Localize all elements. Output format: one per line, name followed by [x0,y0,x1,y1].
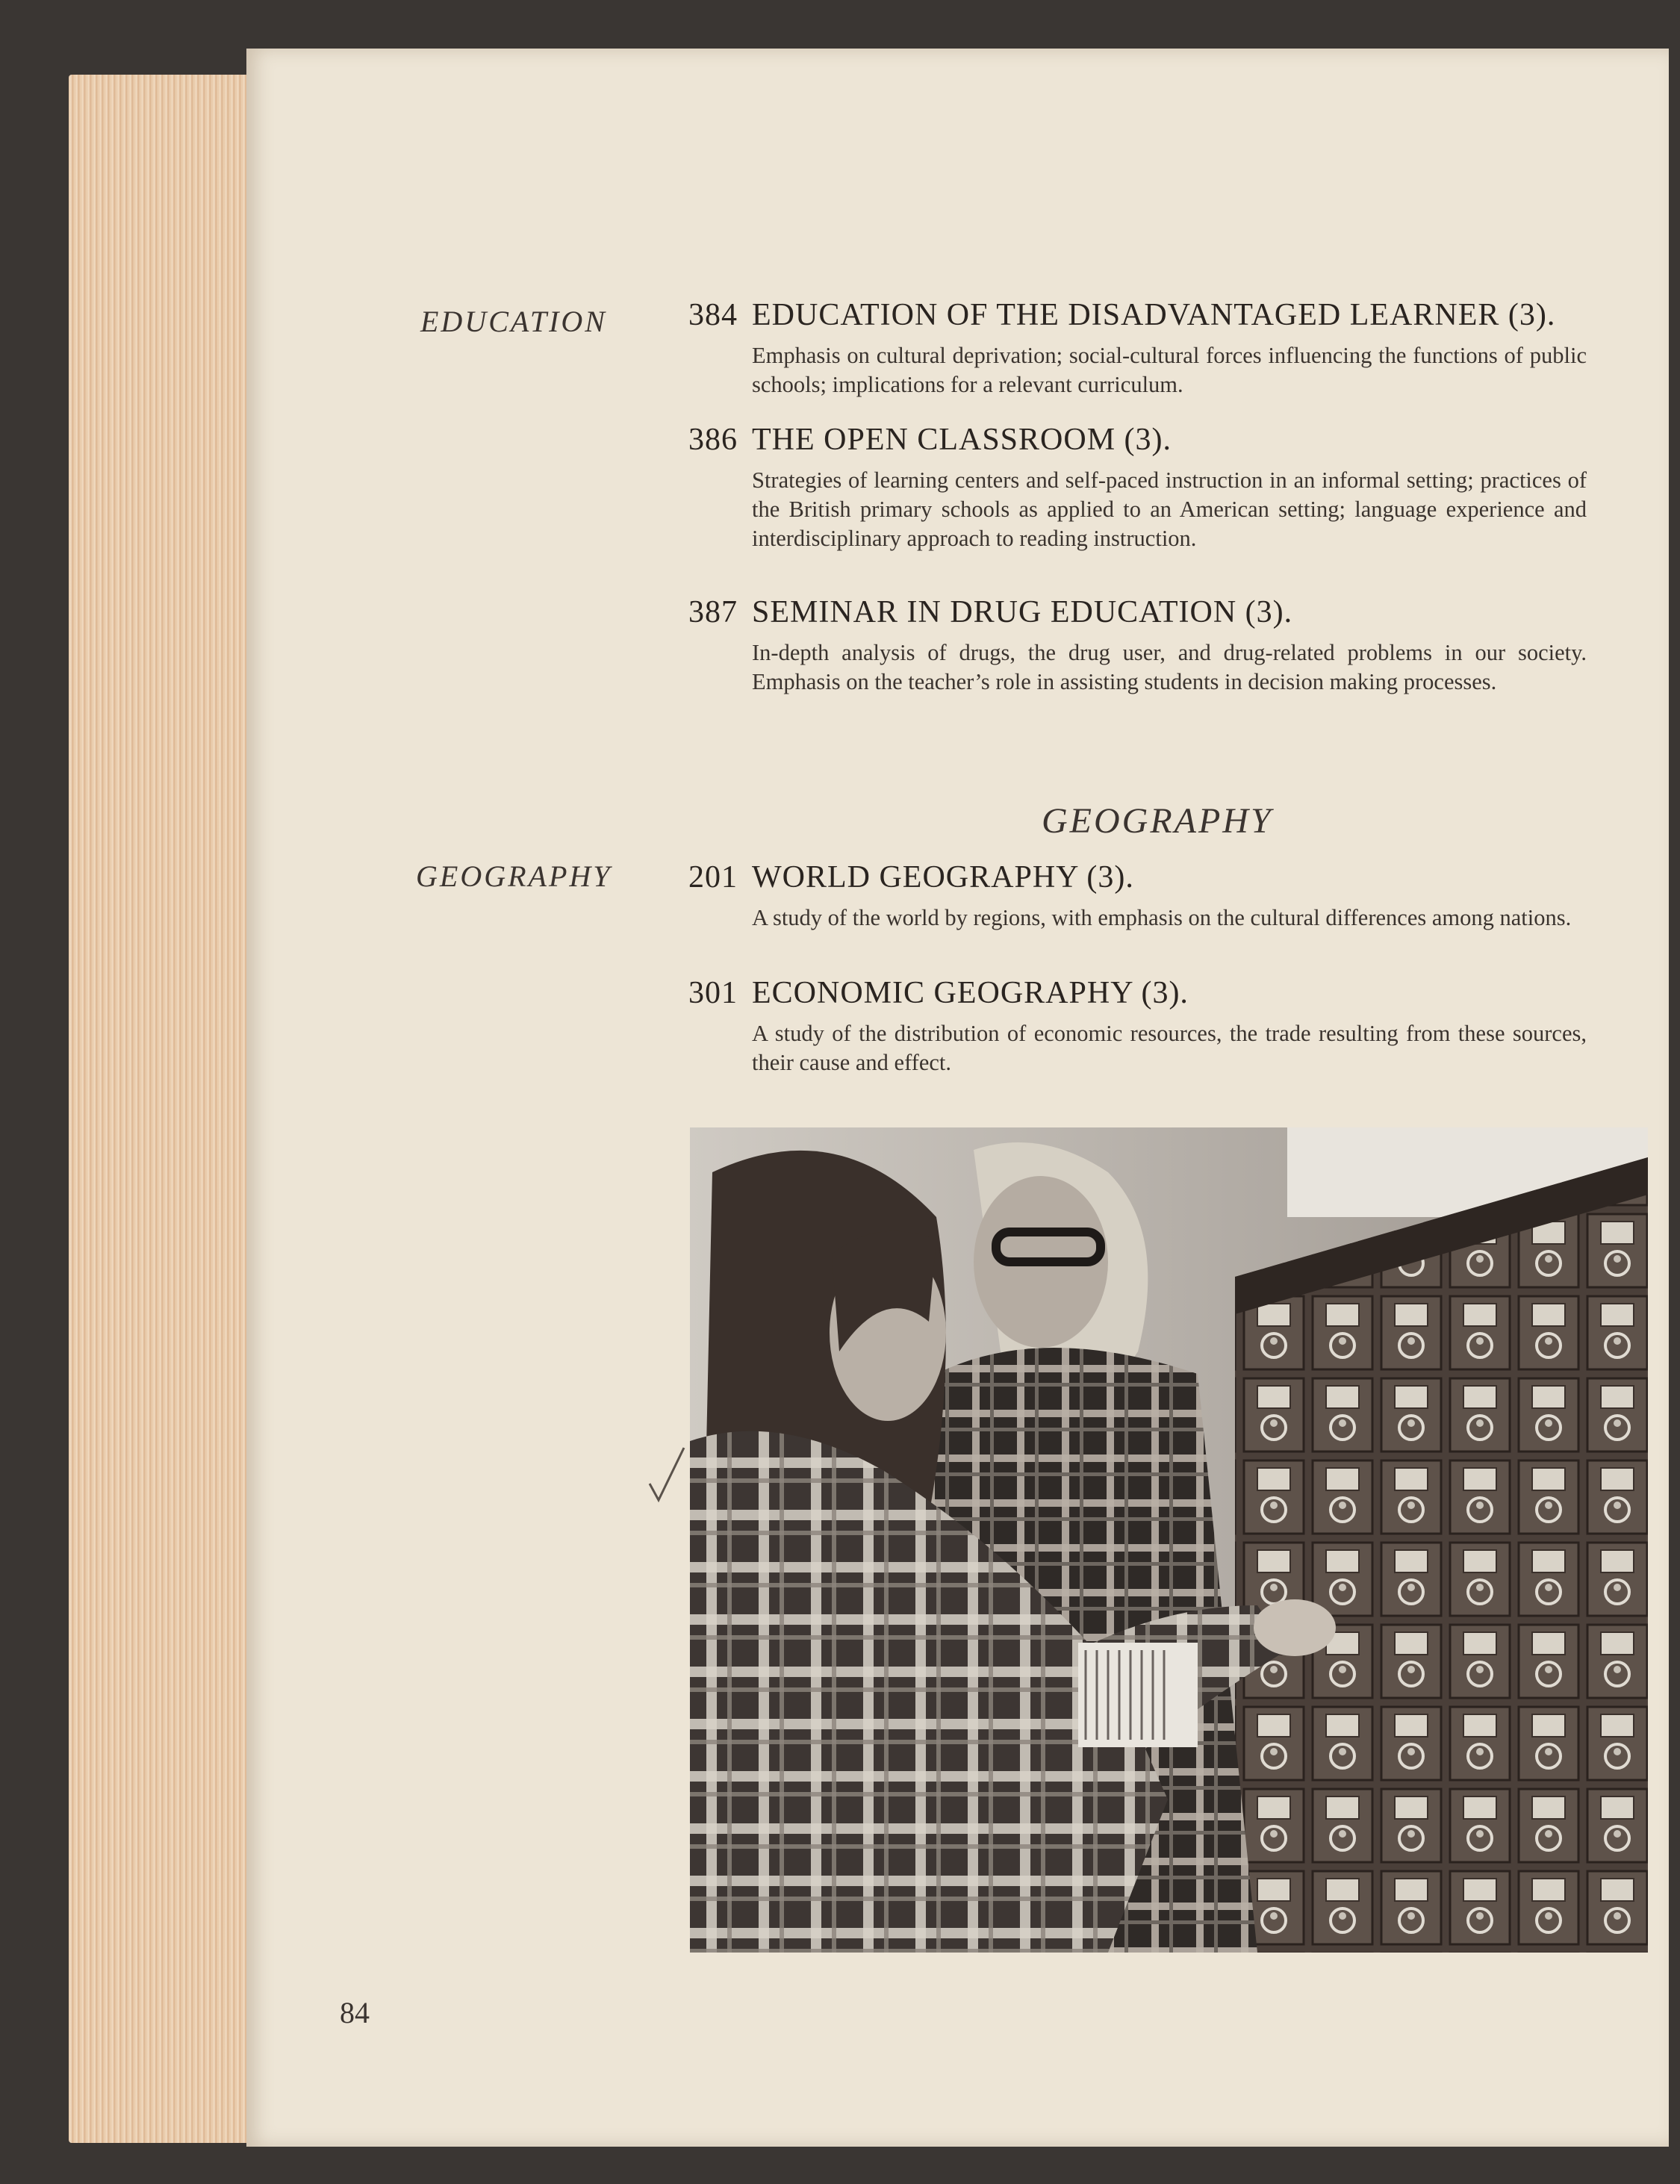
course-386 [688,421,1644,553]
course-201 [688,859,1644,933]
course-301 [688,974,1644,1077]
course-heading [688,296,1644,334]
photo-illustration [690,1127,1648,1953]
course-description: Emphasis on cultural deprivation; social-cultural forces influencing the functions of public schools; implications for a relevant curriculum. [752,343,1587,397]
course-387 [688,594,1644,697]
course-heading [688,594,1644,631]
course-number: 386 [688,423,738,457]
photo-students-card-catalog [690,1127,1648,1953]
course-description: In-depth analysis of drugs, the drug user, and drug-related problems in our society. Emphasis on the teacher’s role in assisting students in decision making processes. [752,640,1587,694]
course-number: 301 [688,976,738,1010]
side-label-geography: GEOGRAPHY [416,859,612,893]
course-title: THE OPEN CLASSROOM (3). [752,423,1172,457]
course-384 [688,296,1644,399]
course-description: Strategies of learning centers and self-paced instruction in an informal setting; practices of the British primary schools as applied to an American setting; language experience and interdisciplinary approach to reading instruction. [752,467,1587,551]
page-number: 84 [340,1996,370,2029]
course-title: EDUCATION OF THE DISADVANTAGED LEARNER (3). [752,298,1556,332]
course-heading [688,859,1644,896]
course-description: A study of the world by regions, with emphasis on the cultural differences among nations. [752,905,1572,930]
course-number: 387 [688,595,738,629]
book-page-edges [69,75,263,2143]
side-label-education: EDUCATION [420,305,607,338]
course-heading [688,974,1644,1012]
course-title: ECONOMIC GEOGRAPHY (3). [752,976,1189,1010]
pencil-checkmark-icon [648,1445,685,1512]
course-title: WORLD GEOGRAPHY (3). [752,860,1134,895]
course-heading [688,421,1644,458]
course-number: 384 [688,298,738,332]
section-heading-geography: GEOGRAPHY [1042,801,1273,841]
course-number: 201 [688,860,738,895]
course-description: A study of the distribution of economic resources, the trade resulting from these sources, their cause and effect. [752,1021,1587,1075]
course-title: SEMINAR IN DRUG EDUCATION (3). [752,595,1293,629]
